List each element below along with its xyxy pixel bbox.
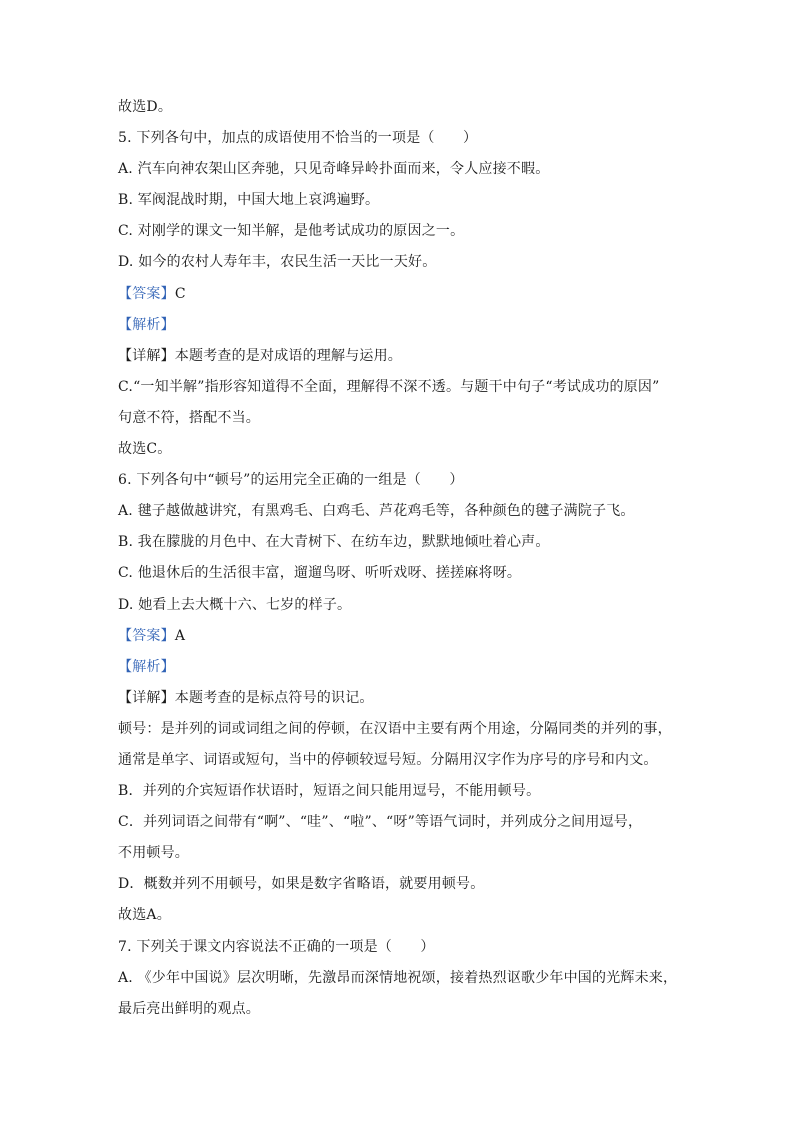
answer-line-q4 — [118, 97, 698, 117]
line-text: 句意不符，搭配不当。 — [118, 409, 260, 426]
question-7 — [118, 937, 698, 957]
question-5-option-a — [118, 159, 698, 179]
answer-label-q6 — [118, 626, 698, 646]
explanation-q6-b — [118, 781, 698, 801]
answer-line-q5 — [118, 439, 698, 459]
line-text: 6. 下列各句中“顿号”的运用完全正确的一组是（ ） — [118, 472, 464, 489]
line-text: 故选A。 — [118, 907, 171, 924]
question-5-option-c — [118, 221, 698, 241]
line-text: D. 她看上去大概十六、七岁的样子。 — [118, 596, 352, 613]
line-text: 7. 下列关于课文内容说法不正确的一项是（ ） — [118, 938, 435, 955]
line-text: D．概数并列不用顿号，如果是数字省略语，就要用顿号。 — [118, 876, 485, 893]
answer-line-q6 — [118, 905, 698, 925]
question-6 — [118, 470, 698, 490]
line-text: C. 他退休后的生活很丰富，遛遛鸟呀、听听戏呀、搓搓麻将呀。 — [118, 565, 522, 582]
line-text: A. 汽车向神农架山区奔驰，只见奇峰异岭扑面而来，令人应接不暇。 — [118, 161, 550, 178]
line-text: 【详解】本题考查的是对成语的理解与运用。 — [118, 347, 402, 364]
question-5 — [118, 128, 698, 148]
explanation-q6-intro — [118, 688, 698, 708]
explanation-q5-c — [118, 377, 698, 397]
question-6-option-c — [118, 563, 698, 583]
document-page — [118, 97, 698, 1030]
analysis-tag: 【解析】 — [118, 658, 175, 675]
question-7-option-a-cont — [118, 999, 698, 1019]
question-6-option-b — [118, 532, 698, 552]
question-6-option-a — [118, 501, 698, 521]
answer-value: A — [174, 627, 186, 644]
line-text: 最后亮出鲜明的观点。 — [118, 1000, 260, 1017]
line-text: 故选D。 — [118, 99, 173, 115]
answer-tag: 【答案】 — [118, 285, 175, 302]
question-7-option-a — [118, 968, 698, 988]
line-text: D. 如今的农村人寿年丰，农民生活一天比一天好。 — [118, 254, 437, 271]
explanation-q6-c-cont — [118, 843, 698, 863]
explanation-q6-definition-cont — [118, 750, 698, 770]
line-text: A. 《少年中国说》层次明晰，先激昂而深情地祝颂，接着热烈讴歌少年中国的光辉未来， — [118, 969, 678, 986]
line-text: 5. 下列各句中，加点的成语使用不恰当的一项是（ ） — [118, 130, 478, 147]
analysis-label-q6 — [118, 657, 698, 677]
explanation-q5-c-cont — [118, 408, 698, 428]
analysis-tag: 【解析】 — [118, 316, 175, 333]
analysis-label-q5 — [118, 315, 698, 335]
question-5-option-d — [118, 252, 698, 272]
question-6-option-d — [118, 595, 698, 615]
line-text: 通常是单字、词语或短句，当中的停顿较逗号短。分隔用汉字作为序号的序号和内文。 — [118, 751, 658, 768]
line-text: B．并列的介宾短语作状语时，短语之间只能用逗号，不能用顿号。 — [118, 783, 541, 800]
line-text: C. 对刚学的课文一知半解，是他考试成功的原因之一。 — [118, 223, 465, 240]
line-text: 不用顿号。 — [118, 845, 189, 862]
line-text: 【详解】本题考查的是标点符号的识记。 — [118, 689, 374, 706]
answer-tag: 【答案】 — [118, 627, 175, 644]
answer-value: C — [174, 285, 186, 302]
line-text: A. 毽子越做越讲究，有黑鸡毛、白鸡毛、芦花鸡毛等，各种颜色的毽子满院子飞。 — [118, 503, 635, 520]
line-text: B. 我在朦胧的月色中、在大青树下、在纺车边，默默地倾吐着心声。 — [118, 534, 550, 551]
line-text: 顿号：是并列的词或词组之间的停顿，在汉语中主要有两个用途，分隔同类的并列的事， — [118, 720, 672, 737]
question-5-option-b — [118, 190, 698, 210]
explanation-q6-d — [118, 874, 698, 894]
explanation-q6-definition — [118, 719, 698, 739]
explanation-q6-c — [118, 812, 698, 832]
line-text: C．并列词语之间带有“啊”、“哇”、“啦”、“呀”等语气词时，并列成分之间用逗号， — [118, 814, 643, 831]
line-text: C.“一知半解”指形容知道得不全面，理解得不深不透。与题干中句子“考试成功的原因” — [118, 378, 660, 395]
line-text: 故选C。 — [118, 441, 172, 458]
line-text: B. 军阀混战时期，中国大地上哀鸿遍野。 — [118, 192, 380, 209]
answer-label-q5 — [118, 284, 698, 304]
explanation-q5-intro — [118, 346, 698, 366]
